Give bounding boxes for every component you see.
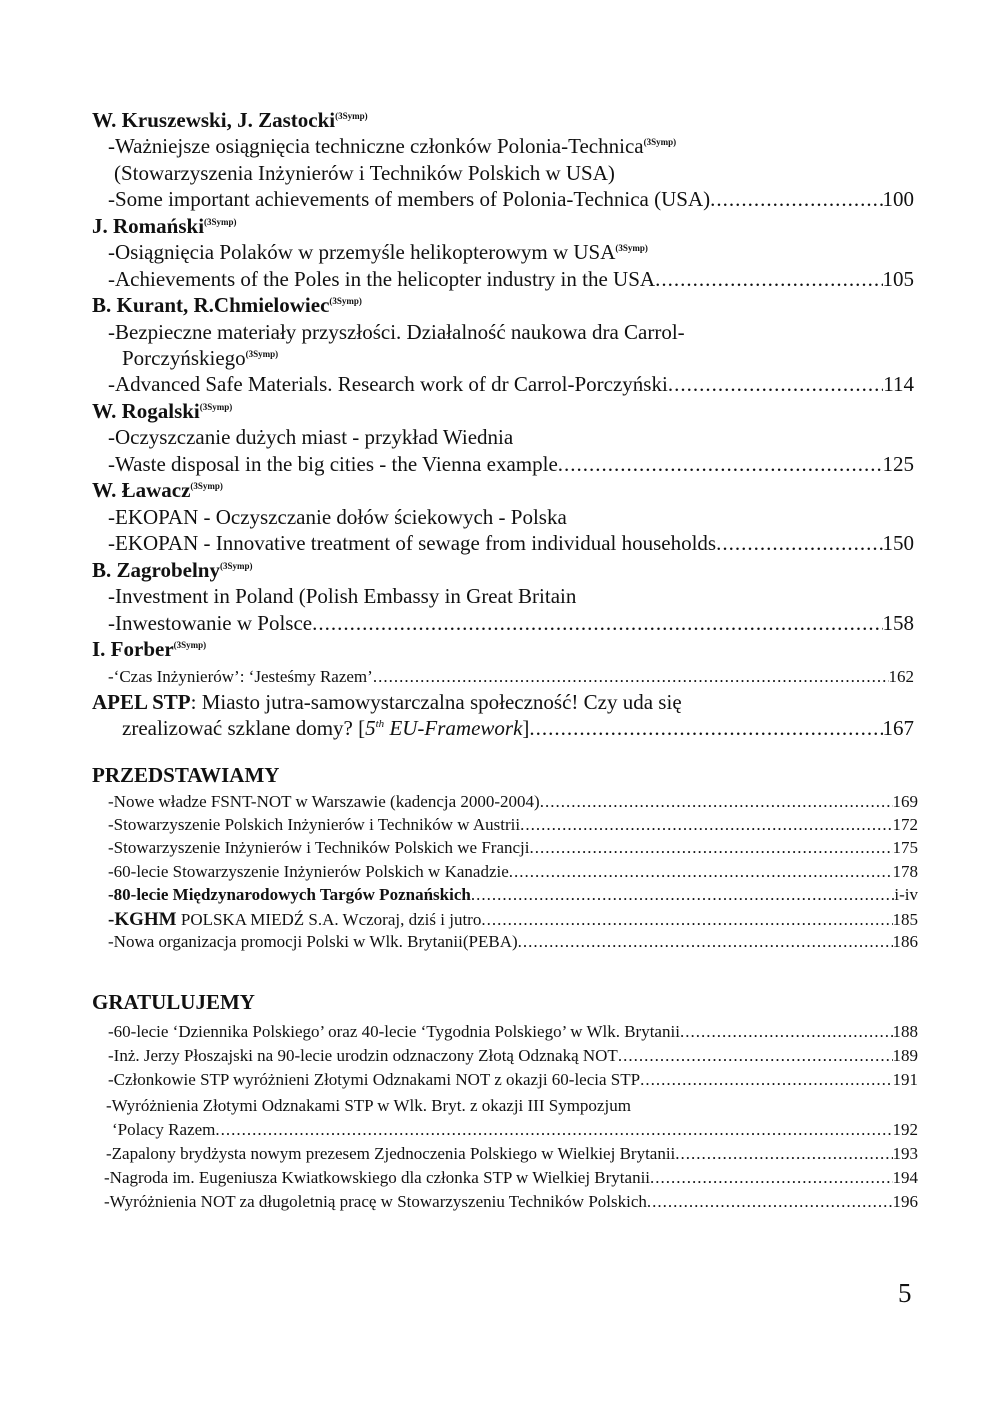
page-ref: 185: [892, 910, 918, 929]
page-ref: 100: [882, 187, 914, 211]
toc-entry[interactable]: -‘Czas Inżynierów’: ‘Jesteśmy Razem’ ..... 162: [108, 667, 914, 687]
entry-title: Porczyńskiego$^{(3Symp)}$: [122, 346, 279, 370]
toc-entry[interactable]: -Inż. Jerzy Płoszajski na 90-lecie urodzin odznaczony Złotą Odznaką NOT ..... 189: [108, 1046, 918, 1066]
page-ref: 193: [892, 1144, 918, 1163]
toc-entry[interactable]: -Stowarzyszenie Polskich Inżynierów i Techników w Austrii ..... 172: [108, 815, 918, 835]
toc-entry[interactable]: -Advanced Safe Materials. Research work of dr Carrol-Porczyński ..... 114: [108, 372, 914, 397]
page-ref: i-iv: [894, 885, 918, 904]
entry-author: B. Zagrobelny$^{(3Symp)}$: [92, 558, 253, 582]
toc-entry-text: -Wyróżnienia Złotymi Odznakami STP w Wlk. Bryt. z okazji III Sympozjum: [106, 1096, 631, 1115]
entry-author: W. Rogalski$^{(3Symp)}$: [92, 399, 233, 423]
page-number: 5: [898, 1278, 912, 1308]
toc-entry[interactable]: -EKOPAN - Innovative treatment of sewage from individual households ..... 150: [108, 531, 914, 556]
toc-entry[interactable]: zrealizować szklane domy? [5th EU-Framework] ..... 167: [122, 716, 914, 741]
page-ref: 125: [882, 452, 914, 476]
page-ref: 169: [892, 792, 918, 811]
page-ref: 114: [883, 372, 914, 396]
page-ref: 186: [892, 932, 918, 951]
page-ref: 150: [882, 531, 914, 555]
toc-entry[interactable]: -Zapalony brydżysta nowym prezesem Zjednoczenia Polskiego w Wielkiej Brytanii ..... 193: [106, 1144, 918, 1164]
apel-title: APEL STP: Miasto jutra-samowystarczalna społeczność! Czy uda się: [92, 690, 682, 714]
toc-entry[interactable]: -Waste disposal in the big cities - the Vienna example ..... 125: [108, 452, 914, 477]
toc-entry[interactable]: -Nagroda im. Eugeniusza Kwiatkowskiego dla członka STP w Wielkiej Brytanii ..... 194: [104, 1168, 918, 1188]
page-ref: 188: [892, 1022, 918, 1041]
section-heading: PRZEDSTAWIAMY: [92, 763, 280, 787]
section-heading: GRATULUJEMY: [92, 990, 255, 1014]
page-ref: 191: [892, 1070, 918, 1089]
toc-entry[interactable]: ‘Polacy Razem ..... 192: [112, 1120, 918, 1140]
entry-author: W. Ławacz$^{(3Symp)}$: [92, 478, 223, 502]
toc-entry[interactable]: -Nowa organizacja promocji Polski w Wlk. Brytanii(PEBA) ..... 186: [108, 932, 918, 952]
page-ref: 196: [892, 1192, 918, 1211]
toc-entry[interactable]: -60-lecie Stowarzyszenie Inżynierów Polskich w Kanadzie ..... 178: [108, 862, 918, 882]
toc-entry[interactable]: -Achievements of the Poles in the helicopter industry in the USA ..... 105: [108, 267, 914, 292]
entry-title: -EKOPAN - Oczyszczanie dołów ściekowych - Polska: [108, 505, 567, 529]
entry-author: W. Kruszewski, J. Zastocki$^{(3Symp)}$: [92, 108, 368, 132]
toc-entry[interactable]: -80-lecie Międzynarodowych Targów Poznańskich ..... i-iv: [108, 885, 918, 905]
entry-title: (Stowarzyszenia Inżynierów i Techników Polskich w USA): [114, 161, 615, 185]
toc-entry[interactable]: -Nowe władze FSNT-NOT w Warszawie (kadencja 2000-2004) ..... 169: [108, 792, 918, 812]
page-ref: 178: [892, 862, 918, 881]
entry-title: -Ważniejsze osiągnięcia techniczne członków Polonia-Technica$^{(3Symp)}$: [108, 134, 677, 158]
toc-entry[interactable]: -KGHM POLSKA MIEDŹ S.A. Wczoraj, dziś i jutro ..... 185: [108, 909, 918, 931]
entry-author: B. Kurant, R.Chmielowiec$^{(3Symp)}$: [92, 293, 362, 317]
toc-entry[interactable]: -60-lecie ‘Dziennika Polskiego’ oraz 40-lecie ‘Tygodnia Polskiego’ w Wlk. Brytanii ..... 188: [108, 1022, 918, 1042]
page-ref: 162: [888, 667, 914, 686]
toc-entry[interactable]: -Inwestowanie w Polsce ..... 158: [108, 611, 914, 636]
page-ref: 105: [882, 267, 914, 291]
entry-title: -Bezpieczne materiały przyszłości. Działalność naukowa dra Carrol-: [108, 320, 685, 344]
page-ref: 192: [892, 1120, 918, 1139]
page-ref: 189: [892, 1046, 918, 1065]
toc-entry[interactable]: -Stowarzyszenie Inżynierów i Techników Polskich we Francji ..... 175: [108, 838, 918, 858]
entry-title: -Oczyszczanie dużych miast - przykład Wiednia: [108, 425, 514, 449]
page-ref: 175: [892, 838, 918, 857]
toc-entry[interactable]: -Członkowie STP wyróżnieni Złotymi Odznakami NOT z okazji 60-lecia STP ..... 191: [108, 1070, 918, 1090]
page-ref: 172: [892, 815, 918, 834]
toc-entry[interactable]: -Some important achievements of members of Polonia-Technica (USA) ..... 100: [108, 187, 914, 212]
entry-author: J. Romański$^{(3Symp)}$: [92, 214, 237, 238]
toc-entry[interactable]: -Wyróżnienia NOT za długoletnią pracę w Stowarzyszeniu Techników Polskich ..... 196: [104, 1192, 918, 1212]
page-ref: 194: [892, 1168, 918, 1187]
page-ref: 167: [882, 716, 914, 740]
entry-title: -Investment in Poland (Polish Embassy in Great Britain: [108, 584, 577, 608]
entry-author: I. Forber$^{(3Symp)}$: [92, 637, 207, 661]
page-ref: 158: [882, 611, 914, 635]
entry-title: -Osiągnięcia Polaków w przemyśle helikopterowym w $USA^{(3Symp)}$: [108, 240, 648, 264]
